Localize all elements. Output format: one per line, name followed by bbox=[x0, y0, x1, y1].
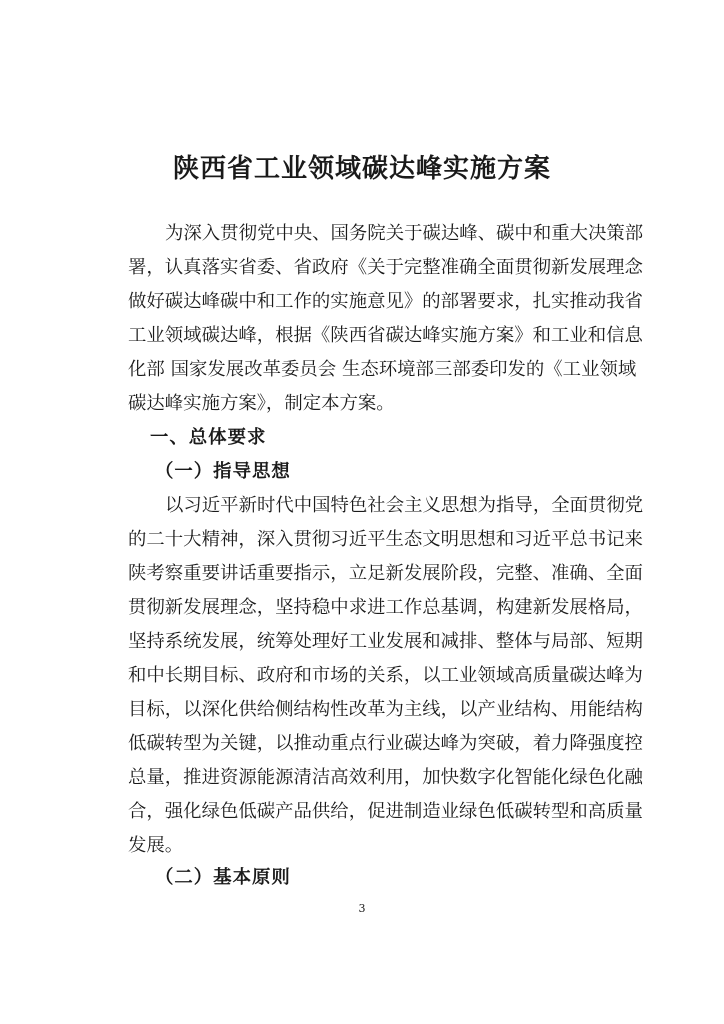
document-title: 陕西省工业领域碳达峰实施方案 bbox=[172, 154, 551, 184]
intro-line: 为深入贯彻党中央、国务院关于碳达峰、碳中和重大决策部 bbox=[165, 223, 644, 244]
intro-line: 化部 国家发展改革委员会 生态环境部三部委印发的《工业领域 bbox=[128, 359, 637, 380]
guiding-line: 发展。 bbox=[128, 835, 184, 856]
guiding-line: 贯彻新发展理念，坚持稳中求进工作总基调，构建新发展格局， bbox=[128, 597, 643, 618]
page-number: 3 bbox=[358, 902, 366, 915]
intro-line: 做好碳达峰碳中和工作的实施意见》的部署要求，扎实推动我省 bbox=[128, 291, 643, 312]
intro-line: 工业领域碳达峰，根据《陕西省碳达峰实施方案》和工业和信息 bbox=[128, 325, 643, 346]
subsection-heading: （二）基本原则 bbox=[155, 867, 291, 888]
intro-line: 署，认真落实省委、省政府《关于完整准确全面贯彻新发展理念 bbox=[128, 257, 643, 278]
section-heading: 一、总体要求 bbox=[150, 427, 267, 448]
guiding-line: 以习近平新时代中国特色社会主义思想为指导，全面贯彻党 bbox=[165, 495, 644, 516]
guiding-line: 坚持系统发展，统筹处理好工业发展和减排、整体与局部、短期 bbox=[128, 631, 643, 652]
subsection-heading: （一）指导思想 bbox=[155, 461, 291, 482]
guiding-line: 陕考察重要讲话重要指示，立足新发展阶段，完整、准确、全面 bbox=[128, 563, 643, 584]
guiding-line: 总量，推进资源能源清洁高效利用，加快数字化智能化绿色化融 bbox=[128, 767, 643, 788]
guiding-line: 目标，以深化供给侧结构性改革为主线，以产业结构、用能结构 bbox=[128, 699, 643, 720]
guiding-line: 的二十大精神，深入贯彻习近平生态文明思想和习近平总书记来 bbox=[128, 529, 643, 550]
intro-line: 碳达峰实施方案》，制定本方案。 bbox=[128, 393, 395, 414]
guiding-line: 和中长期目标、政府和市场的关系，以工业领域高质量碳达峰为 bbox=[128, 665, 643, 686]
guiding-line: 合，强化绿色低碳产品供给，促进制造业绿色低碳转型和高质量 bbox=[128, 801, 643, 822]
guiding-line: 低碳转型为关键，以推动重点行业碳达峰为突破，着力降强度控 bbox=[128, 733, 643, 754]
